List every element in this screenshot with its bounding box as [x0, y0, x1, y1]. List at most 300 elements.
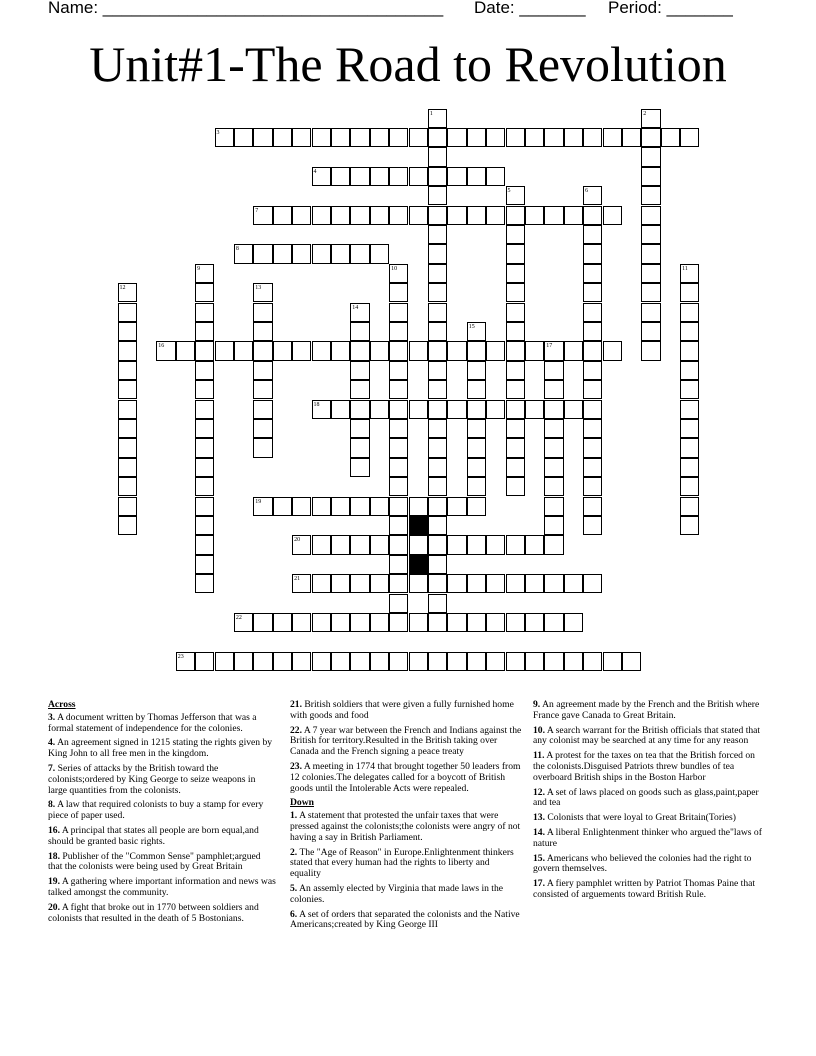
grid-cell[interactable]: [525, 613, 544, 632]
grid-cell[interactable]: [467, 361, 486, 380]
grid-cell[interactable]: [118, 497, 137, 516]
grid-cell[interactable]: [409, 128, 428, 147]
grid-cell[interactable]: [428, 477, 447, 496]
grid-cell[interactable]: [350, 244, 369, 263]
grid-cell[interactable]: [312, 341, 331, 360]
grid-cell[interactable]: [350, 341, 369, 360]
period-field[interactable]: Period: _______: [608, 0, 733, 17]
grid-cell[interactable]: [506, 244, 525, 263]
grid-cell[interactable]: [506, 341, 525, 360]
grid-cell[interactable]: [428, 206, 447, 225]
grid-cell[interactable]: [544, 438, 563, 457]
grid-cell[interactable]: [544, 380, 563, 399]
grid-cell[interactable]: [234, 341, 253, 360]
grid-cell[interactable]: [622, 128, 641, 147]
grid-cell[interactable]: [370, 341, 389, 360]
grid-cell[interactable]: [641, 303, 660, 322]
grid-cell[interactable]: [428, 574, 447, 593]
grid-cell[interactable]: [680, 400, 699, 419]
grid-cell[interactable]: [506, 303, 525, 322]
grid-cell[interactable]: [680, 438, 699, 457]
grid-cell[interactable]: [215, 652, 234, 671]
grid-cell[interactable]: [583, 458, 602, 477]
grid-cell[interactable]: [680, 516, 699, 535]
grid-cell[interactable]: [331, 613, 350, 632]
grid-cell[interactable]: [389, 361, 408, 380]
grid-cell[interactable]: [506, 400, 525, 419]
grid-cell[interactable]: [506, 380, 525, 399]
grid-cell[interactable]: [447, 341, 466, 360]
grid-cell[interactable]: [641, 186, 660, 205]
grid-cell[interactable]: [428, 535, 447, 554]
grid-cell[interactable]: [641, 167, 660, 186]
grid-cell[interactable]: [253, 438, 272, 457]
grid-cell[interactable]: [680, 341, 699, 360]
grid-cell[interactable]: [409, 400, 428, 419]
grid-cell[interactable]: [292, 497, 311, 516]
grid-cell[interactable]: [525, 574, 544, 593]
grid-cell[interactable]: [195, 555, 214, 574]
grid-cell[interactable]: [292, 128, 311, 147]
grid-cell[interactable]: [350, 361, 369, 380]
grid-cell[interactable]: [506, 361, 525, 380]
grid-cell[interactable]: [447, 535, 466, 554]
grid-cell[interactable]: [253, 652, 272, 671]
grid-cell[interactable]: [292, 535, 311, 554]
grid-cell[interactable]: [195, 380, 214, 399]
grid-cell[interactable]: [389, 283, 408, 302]
grid-cell[interactable]: [428, 167, 447, 186]
grid-cell[interactable]: [525, 128, 544, 147]
grid-cell[interactable]: [641, 225, 660, 244]
grid-cell[interactable]: [564, 128, 583, 147]
grid-cell[interactable]: [195, 361, 214, 380]
grid-cell[interactable]: [680, 303, 699, 322]
grid-cell[interactable]: [680, 419, 699, 438]
grid-cell[interactable]: [641, 322, 660, 341]
grid-cell[interactable]: [215, 128, 234, 147]
grid-cell[interactable]: [428, 419, 447, 438]
grid-cell[interactable]: [564, 400, 583, 419]
grid-cell[interactable]: [312, 613, 331, 632]
grid-cell[interactable]: [156, 341, 175, 360]
grid-cell[interactable]: [195, 322, 214, 341]
grid-cell[interactable]: [428, 147, 447, 166]
grid-cell[interactable]: [389, 574, 408, 593]
grid-cell[interactable]: [603, 652, 622, 671]
grid-cell[interactable]: [350, 613, 369, 632]
grid-cell[interactable]: [118, 419, 137, 438]
grid-cell[interactable]: [118, 477, 137, 496]
grid-cell[interactable]: [428, 283, 447, 302]
grid-cell[interactable]: [331, 244, 350, 263]
grid-cell[interactable]: [389, 516, 408, 535]
grid-cell[interactable]: [389, 535, 408, 554]
grid-cell[interactable]: [370, 574, 389, 593]
grid-cell[interactable]: [253, 303, 272, 322]
grid-cell[interactable]: [253, 497, 272, 516]
grid-cell[interactable]: [273, 128, 292, 147]
grid-cell[interactable]: [428, 244, 447, 263]
grid-cell[interactable]: [467, 419, 486, 438]
grid-cell[interactable]: [273, 652, 292, 671]
grid-cell[interactable]: [409, 167, 428, 186]
grid-cell[interactable]: [389, 438, 408, 457]
grid-cell[interactable]: [467, 574, 486, 593]
grid-cell[interactable]: [215, 341, 234, 360]
grid-cell[interactable]: [506, 613, 525, 632]
grid-cell[interactable]: [544, 574, 563, 593]
grid-cell[interactable]: [583, 361, 602, 380]
grid-cell[interactable]: [467, 206, 486, 225]
grid-cell[interactable]: [312, 128, 331, 147]
grid-cell[interactable]: [428, 264, 447, 283]
grid-cell[interactable]: [641, 109, 660, 128]
grid-cell[interactable]: [195, 477, 214, 496]
grid-cell[interactable]: [370, 400, 389, 419]
grid-cell[interactable]: [409, 206, 428, 225]
grid-cell[interactable]: [234, 244, 253, 263]
grid-cell[interactable]: [467, 380, 486, 399]
grid-cell[interactable]: [564, 341, 583, 360]
grid-cell[interactable]: [583, 419, 602, 438]
grid-cell[interactable]: [641, 147, 660, 166]
grid-cell[interactable]: [409, 341, 428, 360]
grid-cell[interactable]: [350, 380, 369, 399]
grid-cell[interactable]: [118, 341, 137, 360]
grid-cell[interactable]: [428, 303, 447, 322]
grid-cell[interactable]: [331, 535, 350, 554]
grid-cell[interactable]: [544, 535, 563, 554]
grid-cell[interactable]: [525, 206, 544, 225]
grid-cell[interactable]: [486, 574, 505, 593]
grid-cell[interactable]: [428, 380, 447, 399]
grid-cell[interactable]: [253, 206, 272, 225]
grid-cell[interactable]: [428, 341, 447, 360]
grid-cell[interactable]: [118, 458, 137, 477]
grid-cell[interactable]: [506, 535, 525, 554]
grid-cell[interactable]: [447, 128, 466, 147]
grid-cell[interactable]: [544, 361, 563, 380]
grid-cell[interactable]: [292, 613, 311, 632]
grid-cell[interactable]: [118, 380, 137, 399]
grid-cell[interactable]: [506, 477, 525, 496]
grid-cell[interactable]: [331, 206, 350, 225]
grid-cell[interactable]: [428, 555, 447, 574]
grid-cell[interactable]: [467, 167, 486, 186]
grid-cell[interactable]: [195, 516, 214, 535]
grid-cell[interactable]: [583, 244, 602, 263]
name-field[interactable]: Name: ____________________________________: [48, 0, 444, 17]
grid-cell[interactable]: [312, 574, 331, 593]
grid-cell[interactable]: [273, 206, 292, 225]
grid-cell[interactable]: [583, 264, 602, 283]
grid-cell[interactable]: [622, 652, 641, 671]
grid-cell[interactable]: [583, 186, 602, 205]
grid-cell[interactable]: [389, 497, 408, 516]
grid-cell[interactable]: [292, 206, 311, 225]
grid-cell[interactable]: [312, 652, 331, 671]
grid-cell[interactable]: [428, 400, 447, 419]
grid-cell[interactable]: [544, 497, 563, 516]
grid-cell[interactable]: [370, 535, 389, 554]
grid-cell[interactable]: [350, 400, 369, 419]
grid-cell[interactable]: [350, 458, 369, 477]
grid-cell[interactable]: [312, 244, 331, 263]
grid-cell[interactable]: [583, 652, 602, 671]
grid-cell[interactable]: [544, 206, 563, 225]
grid-cell[interactable]: [428, 652, 447, 671]
grid-cell[interactable]: [506, 225, 525, 244]
grid-cell[interactable]: [292, 652, 311, 671]
grid-cell[interactable]: [409, 613, 428, 632]
grid-cell[interactable]: [583, 206, 602, 225]
grid-cell[interactable]: [428, 186, 447, 205]
grid-cell[interactable]: [486, 167, 505, 186]
grid-cell[interactable]: [583, 477, 602, 496]
grid-cell[interactable]: [253, 361, 272, 380]
grid-cell[interactable]: [195, 574, 214, 593]
grid-cell[interactable]: [118, 303, 137, 322]
grid-cell[interactable]: [680, 283, 699, 302]
grid-cell[interactable]: [389, 419, 408, 438]
grid-cell[interactable]: [389, 613, 408, 632]
grid-cell[interactable]: [409, 535, 428, 554]
grid-cell[interactable]: [486, 535, 505, 554]
grid-cell[interactable]: [544, 477, 563, 496]
grid-cell[interactable]: [564, 613, 583, 632]
grid-cell[interactable]: [583, 128, 602, 147]
grid-cell[interactable]: [544, 652, 563, 671]
grid-cell[interactable]: [409, 497, 428, 516]
grid-cell[interactable]: [583, 400, 602, 419]
grid-cell[interactable]: [428, 225, 447, 244]
grid-cell[interactable]: [428, 109, 447, 128]
grid-cell[interactable]: [641, 283, 660, 302]
grid-cell[interactable]: [447, 497, 466, 516]
grid-cell[interactable]: [467, 477, 486, 496]
grid-cell[interactable]: [389, 555, 408, 574]
grid-cell[interactable]: [486, 128, 505, 147]
grid-cell[interactable]: [350, 303, 369, 322]
grid-cell[interactable]: [118, 400, 137, 419]
grid-cell[interactable]: [292, 574, 311, 593]
grid-cell[interactable]: [389, 303, 408, 322]
grid-cell[interactable]: [409, 652, 428, 671]
grid-cell[interactable]: [331, 652, 350, 671]
grid-cell[interactable]: [525, 341, 544, 360]
grid-cell[interactable]: [312, 167, 331, 186]
grid-cell[interactable]: [195, 535, 214, 554]
grid-cell[interactable]: [583, 341, 602, 360]
grid-cell[interactable]: [389, 167, 408, 186]
grid-cell[interactable]: [253, 322, 272, 341]
grid-cell[interactable]: [525, 400, 544, 419]
grid-cell[interactable]: [680, 477, 699, 496]
grid-cell[interactable]: [544, 400, 563, 419]
grid-cell[interactable]: [680, 497, 699, 516]
grid-cell[interactable]: [331, 341, 350, 360]
grid-cell[interactable]: [331, 574, 350, 593]
grid-cell[interactable]: [331, 497, 350, 516]
grid-cell[interactable]: [253, 400, 272, 419]
grid-cell[interactable]: [506, 419, 525, 438]
grid-cell[interactable]: [389, 477, 408, 496]
grid-cell[interactable]: [583, 225, 602, 244]
grid-cell[interactable]: [370, 497, 389, 516]
grid-cell[interactable]: [370, 167, 389, 186]
grid-cell[interactable]: [447, 400, 466, 419]
grid-cell[interactable]: [273, 244, 292, 263]
grid-cell[interactable]: [447, 613, 466, 632]
grid-cell[interactable]: [447, 206, 466, 225]
grid-cell[interactable]: [195, 419, 214, 438]
grid-cell[interactable]: [195, 497, 214, 516]
grid-cell[interactable]: [370, 652, 389, 671]
grid-cell[interactable]: [603, 206, 622, 225]
grid-cell[interactable]: [603, 341, 622, 360]
grid-cell[interactable]: [350, 206, 369, 225]
grid-cell[interactable]: [176, 341, 195, 360]
grid-cell[interactable]: [253, 341, 272, 360]
grid-cell[interactable]: [506, 322, 525, 341]
grid-cell[interactable]: [350, 574, 369, 593]
grid-cell[interactable]: [583, 438, 602, 457]
grid-cell[interactable]: [253, 128, 272, 147]
grid-cell[interactable]: [467, 613, 486, 632]
grid-cell[interactable]: [273, 341, 292, 360]
grid-cell[interactable]: [447, 167, 466, 186]
grid-cell[interactable]: [428, 322, 447, 341]
grid-cell[interactable]: [447, 652, 466, 671]
grid-cell[interactable]: [506, 652, 525, 671]
grid-cell[interactable]: [312, 535, 331, 554]
grid-cell[interactable]: [544, 458, 563, 477]
grid-cell[interactable]: [506, 458, 525, 477]
grid-cell[interactable]: [486, 400, 505, 419]
grid-cell[interactable]: [428, 361, 447, 380]
grid-cell[interactable]: [447, 574, 466, 593]
grid-cell[interactable]: [195, 283, 214, 302]
grid-cell[interactable]: [506, 264, 525, 283]
grid-cell[interactable]: [350, 419, 369, 438]
grid-cell[interactable]: [506, 186, 525, 205]
grid-cell[interactable]: [603, 128, 622, 147]
grid-cell[interactable]: [350, 497, 369, 516]
grid-cell[interactable]: [195, 303, 214, 322]
grid-cell[interactable]: [350, 438, 369, 457]
grid-cell[interactable]: [195, 400, 214, 419]
grid-cell[interactable]: [564, 206, 583, 225]
grid-cell[interactable]: [428, 438, 447, 457]
grid-cell[interactable]: [331, 400, 350, 419]
grid-cell[interactable]: [350, 167, 369, 186]
grid-cell[interactable]: [486, 341, 505, 360]
grid-cell[interactable]: [486, 206, 505, 225]
grid-cell[interactable]: [486, 613, 505, 632]
grid-cell[interactable]: [506, 128, 525, 147]
grid-cell[interactable]: [467, 652, 486, 671]
grid-cell[interactable]: [389, 380, 408, 399]
grid-cell[interactable]: [467, 322, 486, 341]
grid-cell[interactable]: [428, 497, 447, 516]
grid-cell[interactable]: [583, 303, 602, 322]
grid-cell[interactable]: [486, 652, 505, 671]
grid-cell[interactable]: [370, 206, 389, 225]
grid-cell[interactable]: [389, 652, 408, 671]
grid-cell[interactable]: [583, 283, 602, 302]
grid-cell[interactable]: [680, 380, 699, 399]
grid-cell[interactable]: [370, 613, 389, 632]
grid-cell[interactable]: [641, 341, 660, 360]
grid-cell[interactable]: [641, 264, 660, 283]
grid-cell[interactable]: [118, 361, 137, 380]
grid-cell[interactable]: [350, 535, 369, 554]
grid-cell[interactable]: [370, 244, 389, 263]
grid-cell[interactable]: [641, 244, 660, 263]
grid-cell[interactable]: [312, 206, 331, 225]
grid-cell[interactable]: [544, 419, 563, 438]
grid-cell[interactable]: [273, 613, 292, 632]
grid-cell[interactable]: [467, 535, 486, 554]
grid-cell[interactable]: [525, 535, 544, 554]
grid-cell[interactable]: [467, 438, 486, 457]
grid-cell[interactable]: [331, 128, 350, 147]
grid-cell[interactable]: [506, 283, 525, 302]
grid-cell[interactable]: [234, 128, 253, 147]
grid-cell[interactable]: [544, 341, 563, 360]
grid-cell[interactable]: [273, 497, 292, 516]
grid-cell[interactable]: [428, 594, 447, 613]
grid-cell[interactable]: [389, 594, 408, 613]
grid-cell[interactable]: [428, 128, 447, 147]
grid-cell[interactable]: [118, 438, 137, 457]
grid-cell[interactable]: [506, 574, 525, 593]
grid-cell[interactable]: [253, 613, 272, 632]
grid-cell[interactable]: [583, 516, 602, 535]
grid-cell[interactable]: [118, 516, 137, 535]
grid-cell[interactable]: [234, 652, 253, 671]
grid-cell[interactable]: [234, 613, 253, 632]
grid-cell[interactable]: [544, 613, 563, 632]
grid-cell[interactable]: [389, 400, 408, 419]
grid-cell[interactable]: [253, 419, 272, 438]
grid-cell[interactable]: [428, 516, 447, 535]
grid-cell[interactable]: [428, 613, 447, 632]
grid-cell[interactable]: [583, 380, 602, 399]
grid-cell[interactable]: [680, 361, 699, 380]
grid-cell[interactable]: [641, 206, 660, 225]
grid-cell[interactable]: [195, 341, 214, 360]
grid-cell[interactable]: [564, 574, 583, 593]
grid-cell[interactable]: [118, 322, 137, 341]
grid-cell[interactable]: [292, 244, 311, 263]
date-field[interactable]: Date: _______: [474, 0, 586, 17]
grid-cell[interactable]: [467, 128, 486, 147]
grid-cell[interactable]: [389, 264, 408, 283]
grid-cell[interactable]: [680, 322, 699, 341]
grid-cell[interactable]: [506, 206, 525, 225]
grid-cell[interactable]: [195, 652, 214, 671]
grid-cell[interactable]: [544, 516, 563, 535]
grid-cell[interactable]: [680, 128, 699, 147]
grid-cell[interactable]: [176, 652, 195, 671]
grid-cell[interactable]: [467, 497, 486, 516]
grid-cell[interactable]: [312, 400, 331, 419]
grid-cell[interactable]: [331, 167, 350, 186]
grid-cell[interactable]: [370, 128, 389, 147]
grid-cell[interactable]: [312, 497, 331, 516]
